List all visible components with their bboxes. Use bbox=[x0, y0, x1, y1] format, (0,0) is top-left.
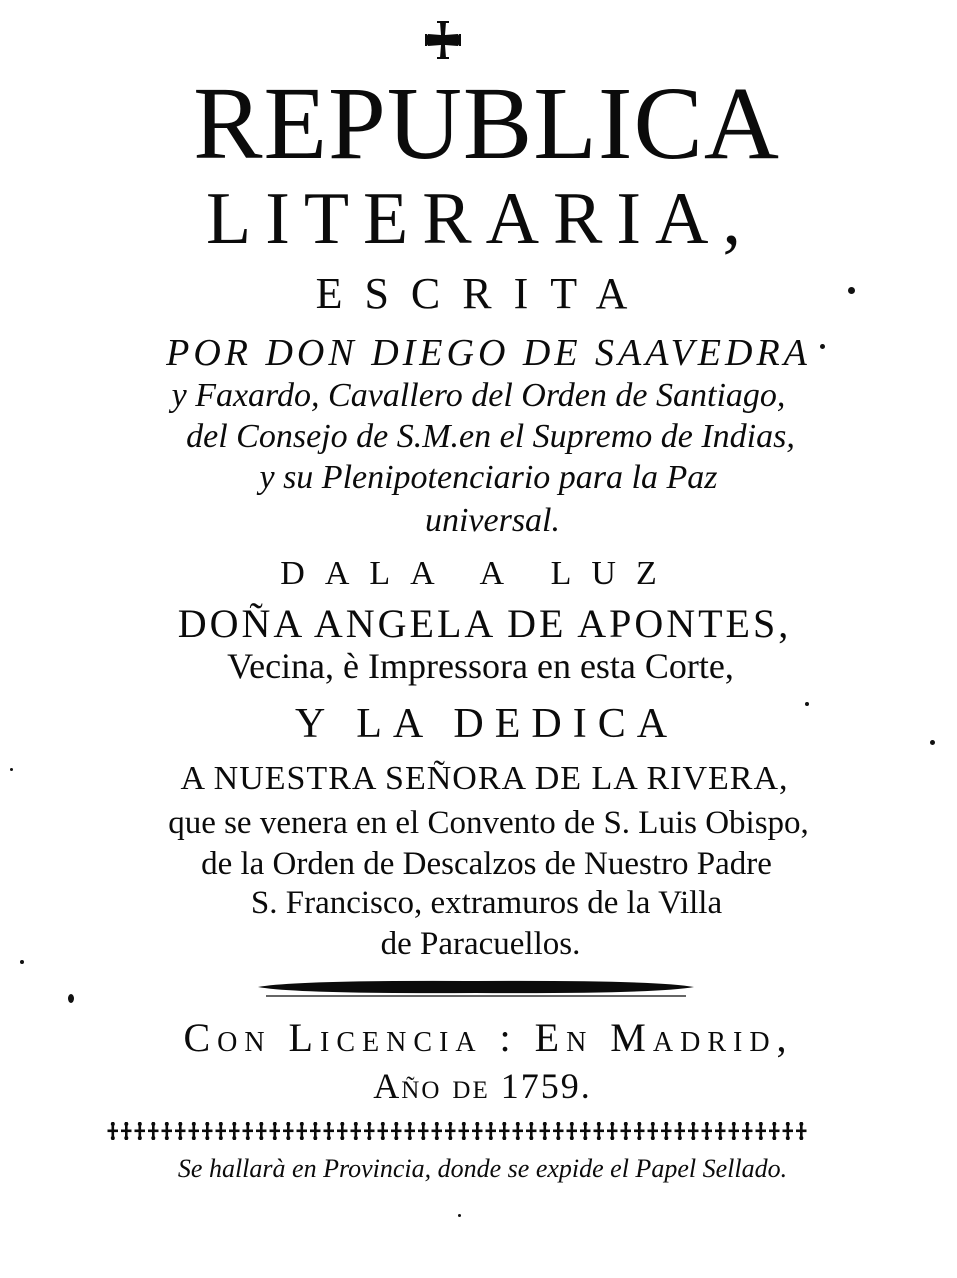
cross-fleuron-icon bbox=[423, 20, 463, 60]
title-line-1: REPUBLICA bbox=[193, 66, 780, 181]
ornament-border bbox=[106, 1120, 808, 1142]
ink-speck bbox=[10, 768, 13, 771]
author-line-5: universal. bbox=[424, 502, 561, 539]
author-line-3: del Consejo de S.M.en el Supremo de Indias, bbox=[186, 418, 795, 455]
ornamental-rule bbox=[256, 976, 696, 998]
title-line-2: LITERARIA, bbox=[206, 178, 755, 260]
ink-speck bbox=[848, 287, 855, 294]
dedication-line-4: S. Francisco, extramuros de la Villa bbox=[250, 885, 723, 921]
dedication-line-3: de la Orden de Descalzos de Nuestro Padre bbox=[201, 846, 772, 882]
ink-speck bbox=[68, 994, 74, 1003]
ink-speck bbox=[458, 1214, 461, 1217]
author-line-4: y su Plenipotenciario para la Paz bbox=[259, 459, 718, 496]
ink-speck bbox=[930, 740, 935, 745]
dedica-line: Y LA DEDICA bbox=[294, 701, 679, 747]
footer-note: Se hallarà en Provincia, donde se expide el Papel Sellado. bbox=[177, 1154, 788, 1183]
dala-a-luz-line: DALA A LUZ bbox=[280, 555, 677, 592]
year-line: Año de 1759. bbox=[373, 1066, 592, 1106]
author-line-1: POR DON DIEGO DE SAAVEDRA bbox=[166, 332, 811, 374]
escrita-line: ESCRITA bbox=[315, 269, 650, 318]
printer-name-line: DOÑA ANGELA DE APONTES, bbox=[177, 601, 792, 646]
dedication-line-5: de Paracuellos. bbox=[380, 926, 581, 962]
dedication-line-1: A NUESTRA SEÑORA DE LA RIVERA, bbox=[180, 760, 789, 797]
printer-description-line: Vecina, è Impressora en esta Corte, bbox=[227, 646, 734, 686]
ink-speck bbox=[805, 702, 809, 706]
dedication-line-2: que se venera en el Convento de S. Luis Obispo, bbox=[168, 805, 809, 841]
ink-speck bbox=[20, 960, 24, 964]
ink-speck bbox=[820, 344, 825, 349]
imprint-line: Con Licencia : En Madrid, bbox=[183, 1015, 794, 1060]
author-line-2: y Faxardo, Cavallero del Orden de Santiago, bbox=[171, 377, 786, 414]
